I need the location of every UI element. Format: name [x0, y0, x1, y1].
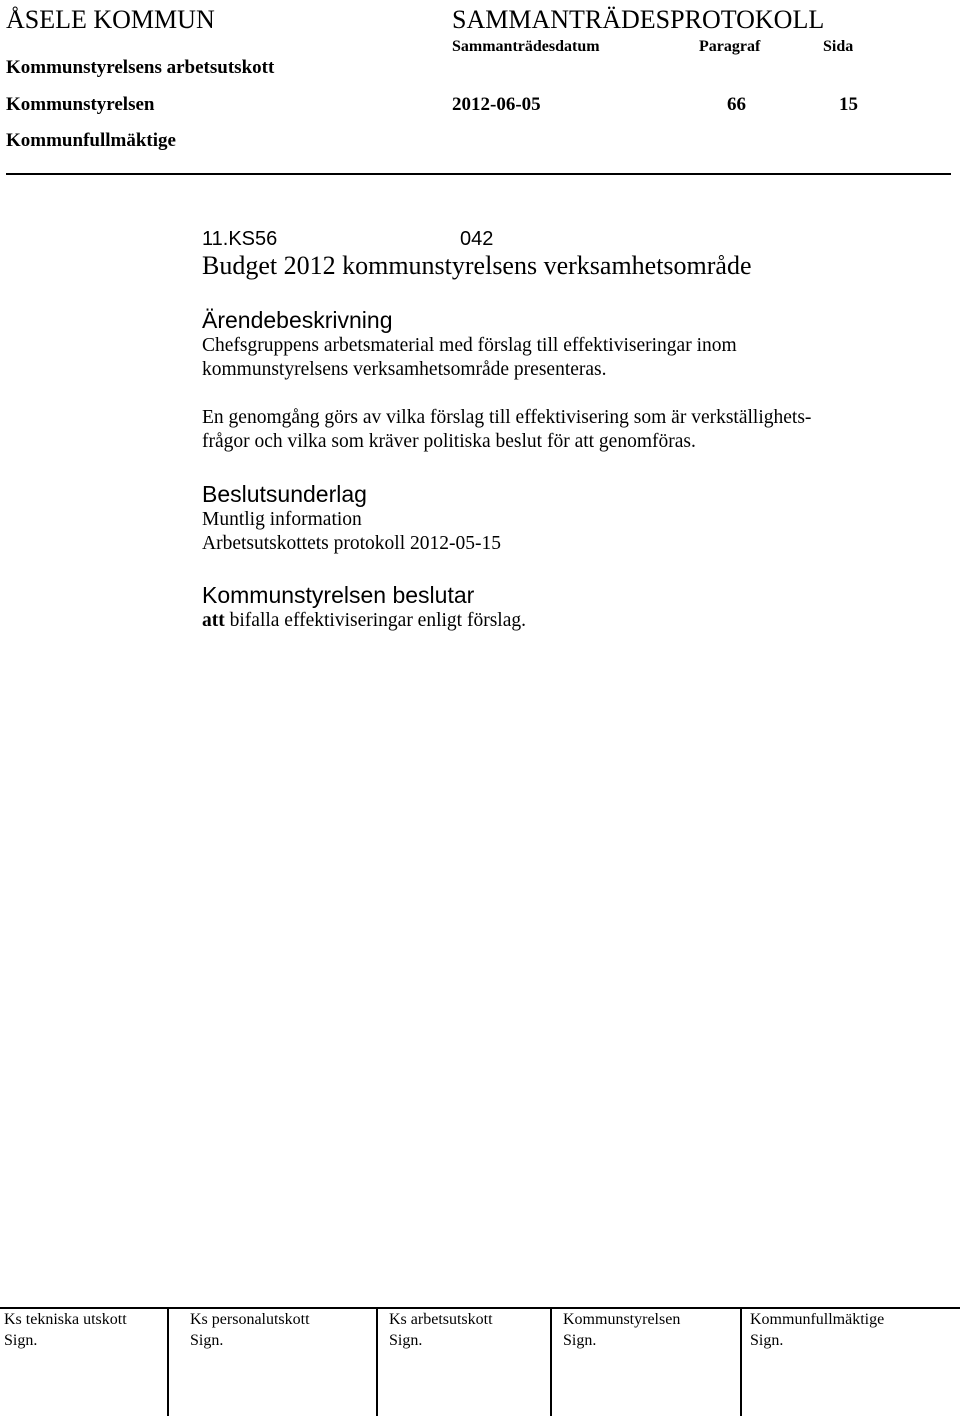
- signature-sign: Sign.: [750, 1332, 784, 1349]
- column-divider: [740, 1309, 742, 1416]
- signature-label: Ks personalutskott: [190, 1311, 310, 1328]
- signature-column: [746, 1309, 950, 1416]
- description-line: kommunstyrelsens verksamhetsområde presenteras.: [202, 359, 607, 380]
- signature-label: Ks tekniska utskott: [4, 1311, 127, 1328]
- signature-column: [559, 1309, 738, 1416]
- column-divider: [550, 1309, 552, 1416]
- basis-item: Arbetsutskottets protokoll 2012-05-15: [202, 533, 501, 554]
- case-reference: 042: [460, 228, 494, 250]
- description-line: Chefsgruppens arbetsmaterial med förslag till effektiviseringar inom: [202, 335, 737, 356]
- basis-heading: Beslutsunderlag: [202, 481, 367, 507]
- signature-column: [186, 1309, 380, 1416]
- signature-sign: Sign.: [4, 1332, 38, 1349]
- body-name-kf: Kommunfullmäktige: [6, 130, 176, 151]
- basis-item: Muntlig information: [202, 509, 362, 530]
- signature-column: [385, 1309, 549, 1416]
- decision-statement: bifalla effektiviseringar enligt förslag.: [224, 610, 526, 631]
- case-number: 11.KS56: [202, 228, 278, 250]
- signature-label: Kommunstyrelsen: [563, 1311, 681, 1328]
- case-title: Budget 2012 kommunstyrelsens verksamhetsområde: [202, 251, 752, 280]
- signature-label: Kommunfullmäktige: [750, 1311, 885, 1328]
- decision-text: [202, 609, 526, 632]
- page-number: 15: [839, 94, 858, 115]
- paragraph-label: Paragraf: [699, 38, 761, 55]
- signature-sign: Sign.: [190, 1332, 224, 1349]
- description-line: En genomgång görs av vilka förslag till effektivisering som är verkställighets-: [202, 407, 812, 428]
- decision-heading: Kommunstyrelsen beslutar: [202, 582, 475, 608]
- signature-column: [0, 1309, 166, 1416]
- paragraph-number: 66: [727, 94, 746, 115]
- description-line: frågor och vilka som kräver politiska beslut för att genomföras.: [202, 431, 696, 452]
- body-name-ks: Kommunstyrelsen: [6, 94, 155, 115]
- meeting-date-label: Sammanträdesdatum: [452, 38, 600, 55]
- column-divider: [167, 1309, 169, 1416]
- description-heading: Ärendebeskrivning: [202, 307, 393, 333]
- meeting-date: 2012-06-05: [452, 94, 541, 115]
- att-keyword: att: [202, 610, 225, 631]
- document-title: SAMMANTRÄDESPROTOKOLL: [452, 5, 825, 34]
- header-divider: [6, 173, 951, 175]
- organization-name: ÅSELE KOMMUN: [6, 5, 215, 34]
- page-label: Sida: [823, 38, 854, 55]
- signature-label: Ks arbetsutskott: [389, 1311, 493, 1328]
- body-name-au: Kommunstyrelsens arbetsutskott: [6, 57, 275, 78]
- column-divider: [376, 1309, 378, 1416]
- signature-sign: Sign.: [563, 1332, 597, 1349]
- signature-footer: [0, 1307, 960, 1416]
- signature-sign: Sign.: [389, 1332, 423, 1349]
